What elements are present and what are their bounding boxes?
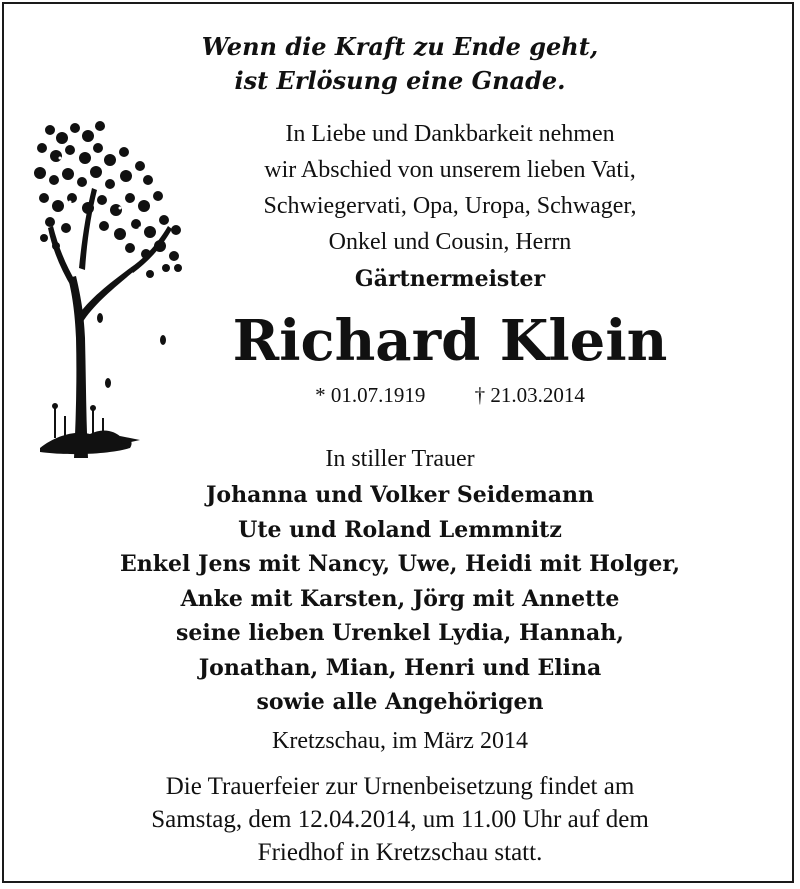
death-date: † 21.03.2014 xyxy=(474,383,585,407)
intro-line: Schwiegervati, Opa, Uropa, Schwager, xyxy=(263,193,637,219)
mourner-line: Jonathan, Mian, Henri und Elina xyxy=(198,654,602,681)
service-info xyxy=(0,770,800,869)
mourner-line: Anke mit Karsten, Jörg mit Annette xyxy=(180,585,620,612)
service-line: Samstag, dem 12.04.2014, um 11.00 Uhr auf dem xyxy=(151,806,649,833)
deceased-name: Richard Klein xyxy=(232,308,668,374)
service-line: Die Trauerfeier zur Urnenbeisetzung findet am xyxy=(165,773,635,800)
service-line: Friedhof in Kretzschau statt. xyxy=(257,839,543,866)
life-dates xyxy=(140,383,760,408)
deceased-title: Gärtnermeister xyxy=(354,266,546,292)
intro-line: Onkel und Cousin, Herrn xyxy=(328,229,572,255)
mourner-line: seine lieben Urenkel Lydia, Hannah, xyxy=(176,620,624,646)
mourners-list xyxy=(0,478,800,720)
intro-text xyxy=(140,116,760,260)
mourner-line: Ute und Roland Lemmnitz xyxy=(238,516,562,543)
intro-line: In Liebe und Dankbarkeit nehmen xyxy=(285,121,615,147)
motto-line: ist Erlösung eine Gnade. xyxy=(234,66,566,95)
mourner-line: Johanna und Volker Seidemann xyxy=(206,482,594,508)
place-and-date: Kretzschau, im März 2014 xyxy=(272,728,528,754)
motto xyxy=(0,30,800,98)
mourner-line: Enkel Jens mit Nancy, Uwe, Heidi mit Holger, xyxy=(120,551,680,577)
mourner-line: sowie alle Angehörigen xyxy=(256,689,544,715)
intro-line: wir Abschied von unserem lieben Vati, xyxy=(264,157,636,183)
motto-line: Wenn die Kraft zu Ende geht, xyxy=(201,32,599,61)
birth-date: * 01.07.1919 xyxy=(315,383,426,407)
mourning-heading: In stiller Trauer xyxy=(325,446,475,472)
